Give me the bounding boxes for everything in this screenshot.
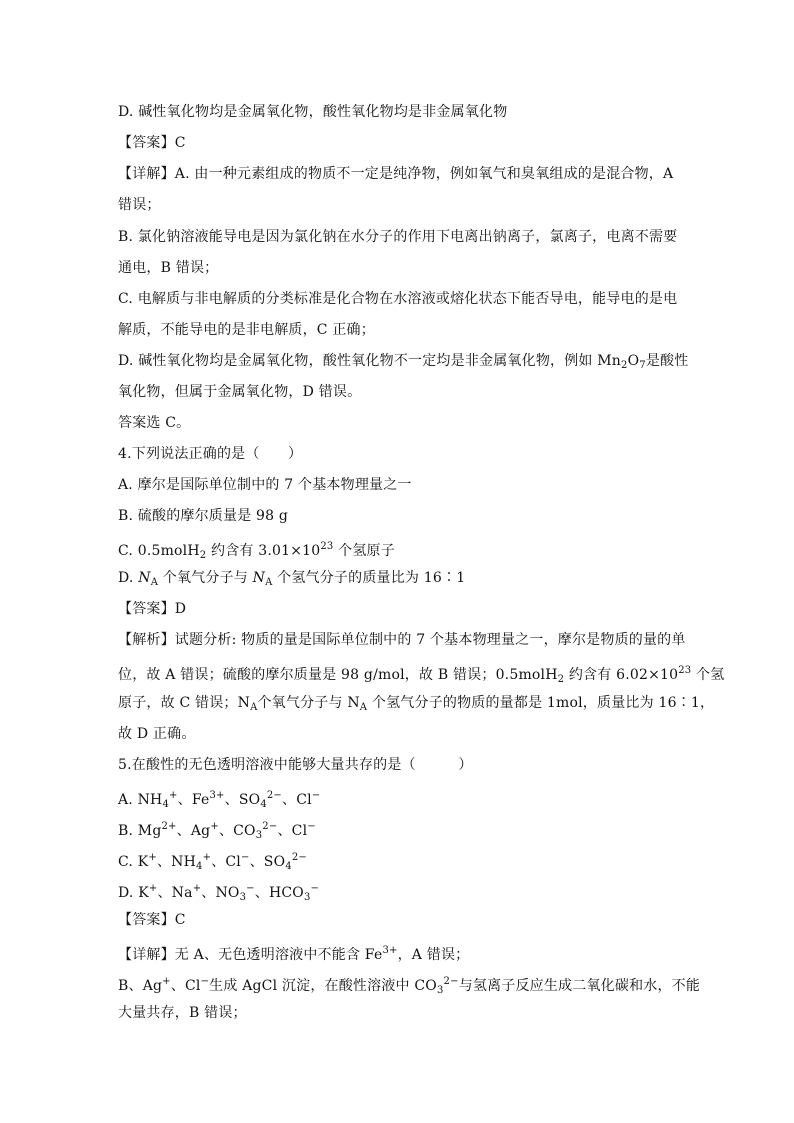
superscript: +	[148, 852, 157, 863]
subscript: 4	[162, 799, 170, 810]
text-run: 、Fe	[177, 792, 210, 808]
subscript: 4	[285, 861, 292, 872]
avogadro-symbol: N	[138, 570, 151, 586]
subscript: 4	[260, 799, 267, 810]
superscript: 2−	[443, 976, 459, 987]
text-run: 、Cl	[170, 978, 201, 994]
superscript: 2−	[266, 790, 283, 801]
text-run: 个氢原子	[333, 543, 395, 559]
superscript: 2−	[291, 852, 307, 863]
q3-detail-d-line1	[118, 351, 688, 376]
subscript: 2	[621, 360, 628, 371]
text-run: D.	[118, 570, 139, 586]
superscript: 3+	[382, 945, 398, 956]
subscript: 3	[255, 830, 263, 841]
subscript: 2	[199, 550, 207, 561]
subscript: A	[150, 577, 159, 588]
q4-option-a: A. 摩尔是国际单位制中的 7 个基本物理量之一	[118, 477, 412, 493]
text-run: 、NH	[156, 854, 197, 870]
text-run: 、SO	[224, 792, 261, 808]
q4-option-c	[118, 537, 395, 566]
superscript: +	[169, 790, 178, 801]
superscript: −	[310, 883, 320, 894]
superscript: −	[200, 976, 210, 987]
subscript: A	[250, 702, 258, 713]
q5-option-b	[118, 817, 316, 846]
text-run: 、Cl	[282, 792, 312, 808]
text-run: 个氢气分子的物质的量都是 1mol，质量比为 16∶1，	[367, 695, 715, 711]
subscript: 3	[239, 892, 247, 903]
text-run: 、NO	[201, 885, 240, 901]
q5-detail-line2	[118, 972, 700, 1001]
superscript: 2−	[262, 821, 278, 832]
text-run: D. K	[118, 885, 149, 901]
text-run: 原子，故 C 错误；N	[118, 695, 251, 711]
subscript: 3	[436, 985, 444, 996]
q5-detail-line3: 大量共存，B 错误；	[118, 1005, 247, 1021]
superscript: 23	[678, 665, 692, 676]
q3-detail-b-line1: B. 氯化钠溶液能导电是因为氯化钠在水分子的作用下电离出钠离子，氯离子，电离不需要	[118, 229, 678, 245]
superscript: −	[246, 883, 255, 894]
superscript: +	[202, 852, 212, 863]
text-run: C. 0.5molH	[118, 543, 200, 559]
superscript: 23	[320, 541, 334, 552]
text-run: 个氢气分子的质量比为 16∶1	[272, 570, 466, 586]
text-run: 个氢	[691, 667, 725, 683]
q5-option-a	[118, 786, 320, 815]
text-run: 【详解】无 A、无色透明溶液中不能含 Fe	[118, 947, 383, 963]
superscript: 3+	[209, 790, 225, 801]
q4-option-b: B. 硫酸的摩尔质量是 98 g	[118, 508, 289, 524]
text-run: A. NH	[118, 792, 163, 808]
text-run: 约含有 6.02×10	[564, 667, 679, 683]
text-run: 、CO	[218, 823, 256, 839]
text-run: 、HCO	[254, 885, 304, 901]
q4-analysis-line4: 故 D 正确。	[118, 726, 196, 742]
superscript: +	[192, 883, 202, 894]
text-run: 个氧气分子与	[158, 570, 253, 586]
text-run: 、Cl	[211, 854, 241, 870]
text-run: 与氢离子反应生成二氧化碳和水，不能	[458, 978, 701, 994]
subscript: A	[265, 577, 273, 588]
q5-detail-line1	[118, 941, 469, 965]
superscript: +	[162, 976, 171, 987]
q3-detail-c-line2: 解质，不能导电的是非电解质，C 正确；	[118, 322, 375, 338]
q5-stem: 5.在酸性的无色透明溶液中能够大量共存的是（ ）	[118, 757, 473, 773]
q3-conclusion: 答案选 C。	[118, 415, 191, 431]
q3-detail-a-line1: 【详解】A. 由一种元素组成的物质不一定是纯净物，例如氧气和臭氧组成的是混合物，A	[118, 166, 674, 182]
superscript: +	[210, 821, 219, 832]
text-run: C. K	[118, 854, 149, 870]
text-run: 约含有 3.01×10	[206, 543, 321, 559]
superscript: −	[240, 852, 250, 863]
q5-option-c	[118, 848, 307, 877]
superscript: −	[307, 821, 316, 832]
subscript: 7	[639, 360, 646, 371]
q4-analysis-line1: 【解析】试题分析: 物质的量是国际单位制中的 7 个基本物理量之一，摩尔是物质的量的单	[118, 632, 686, 648]
superscript: −	[311, 790, 321, 801]
subscript: 2	[557, 674, 565, 685]
text-run: 个氧气分子与 N	[257, 695, 360, 711]
avogadro-symbol: N	[252, 570, 266, 586]
q4-option-d	[118, 568, 465, 593]
q3-detail-b-line2: 通电，B 错误；	[118, 260, 219, 276]
text-run: O	[627, 353, 640, 369]
text-run: B、Ag	[118, 978, 163, 994]
q3-answer: 【答案】C	[118, 135, 186, 151]
superscript: +	[148, 883, 158, 894]
subscript: 3	[303, 892, 311, 903]
superscript: 2+	[161, 821, 177, 832]
subscript: A	[359, 702, 368, 713]
q5-option-d	[118, 879, 319, 908]
q4-answer: 【答案】D	[118, 601, 187, 617]
q3-detail-a-line2: 错误；	[118, 197, 161, 213]
q5-answer: 【答案】C	[118, 912, 186, 928]
q4-analysis-line3	[118, 693, 714, 718]
text-run: 位，故 A 错误；硫酸的摩尔质量是 98 g/mol，故 B 错误；0.5molH	[118, 667, 558, 683]
q3-detail-d-line2: 氧化物，但属于金属氧化物，D 错误。	[118, 384, 362, 400]
text-run: 、Na	[157, 885, 193, 901]
q3-detail-c-line1: C. 电解质与非电解质的分类标准是化合物在水溶液或熔化状态下能否导电，能导电的是电	[118, 291, 678, 307]
text-run: ，A 错误；	[397, 947, 470, 963]
text-run: 是酸性	[645, 353, 689, 369]
text-run: 生成 AgCl 沉淀，在酸性溶液中 CO	[209, 978, 437, 994]
text-run: 、Cl	[277, 823, 308, 839]
q4-analysis-line2	[118, 661, 724, 690]
q4-stem: 4.下列说法正确的是（ ）	[118, 446, 303, 462]
text-run: 、SO	[249, 854, 286, 870]
text-run: B. Mg	[118, 823, 162, 839]
text-run: 、Ag	[176, 823, 211, 839]
q3-option-d: D. 碱性氧化物均是金属氧化物，酸性氧化物均是非金属氧化物	[118, 104, 508, 120]
text-run: D. 碱性氧化物均是金属氧化物，酸性氧化物不一定均是非金属氧化物，例如 Mn	[118, 353, 622, 369]
subscript: 4	[196, 861, 203, 872]
